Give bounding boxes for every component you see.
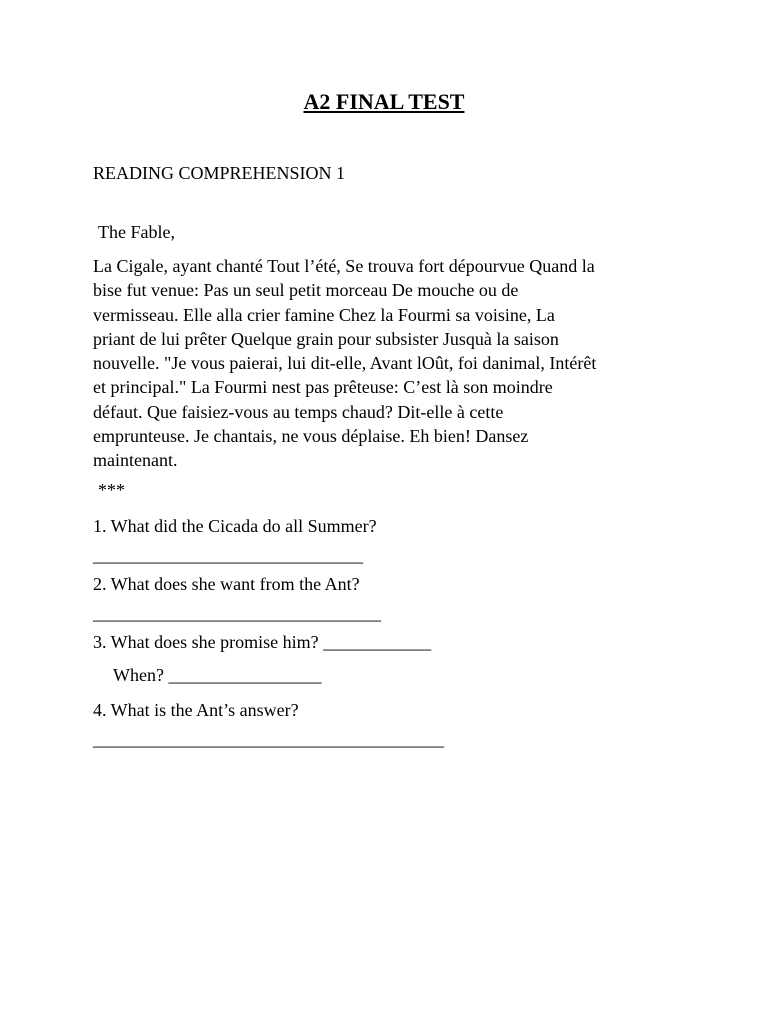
separator: ***	[98, 480, 125, 500]
fable-line: La Cigale, ayant chanté Tout l’été, Se trouva fort dépourvue Quand la	[93, 256, 595, 276]
fable-line: vermisseau. Elle alla crier famine Chez la Fourmi sa voisine, La	[93, 304, 555, 325]
question-3-when: When? _________________	[113, 665, 322, 685]
fable-line: bise fut venue: Pas un seul petit morceau De mouche ou de	[93, 280, 519, 301]
answer-blank-4: _______________________________________	[93, 729, 444, 749]
fable-text	[93, 254, 678, 473]
page-title: A2 FINAL TEST	[303, 89, 465, 114]
section-heading: READING COMPREHENSION 1	[93, 163, 346, 183]
question-3: 3. What does she promise him? ____________	[93, 632, 432, 652]
fable-title: The Fable,	[98, 222, 175, 242]
fable-line: nouvelle. "Je vous paierai, lui dit-elle, Avant lOût, foi danimal, Intérêt	[93, 353, 597, 374]
answer-blank-2: ________________________________	[93, 603, 381, 623]
question-2: 2. What does she want from the Ant?	[93, 574, 360, 594]
fable-line: défaut. Que faisiez-vous au temps chaud? Dit-elle à cette	[93, 401, 504, 422]
fable-line: emprunteuse. Je chantais, ne vous déplaise. Eh bien! Dansez	[93, 426, 529, 447]
question-1: 1. What did the Cicada do all Summer?	[93, 516, 377, 536]
answer-blank-1: ______________________________	[93, 545, 363, 565]
fable-line: priant de lui prêter Quelque grain pour subsister Jusquà la saison	[93, 328, 559, 349]
fable-line: maintenant.	[93, 450, 178, 471]
question-4: 4. What is the Ant’s answer?	[93, 700, 299, 720]
fable-line: et principal." La Fourmi nest pas prêteuse: C’est là son moindre	[93, 377, 553, 398]
